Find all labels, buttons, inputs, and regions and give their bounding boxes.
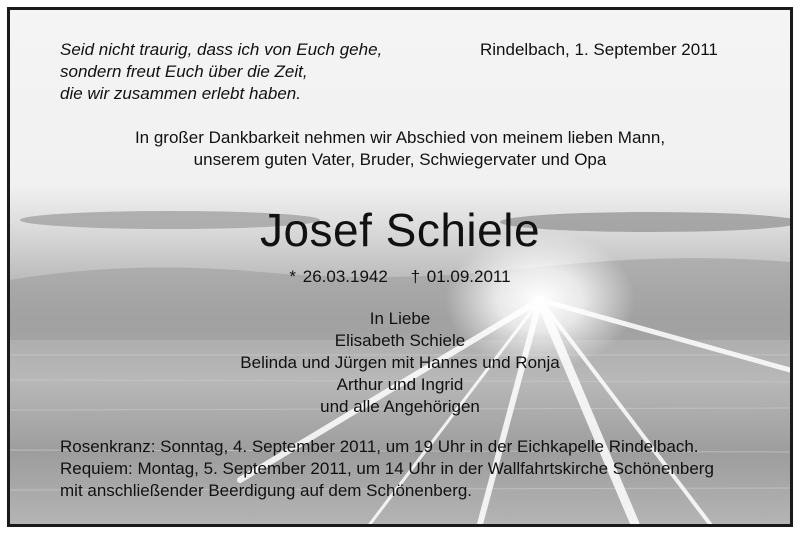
service-line: Rosenkranz: Sonntag, 4. September 2011, um 19 Uhr in der Eichkapelle Rindelbach. <box>60 437 699 456</box>
survivors-line: Arthur und Ingrid <box>336 375 464 394</box>
place-date: Rindelbach, 1. September 2011 <box>480 40 718 59</box>
intro-text <box>10 127 790 171</box>
service-line: mit anschließender Beerdigung auf dem Schönenberg. <box>60 481 473 500</box>
service-line: Requiem: Montag, 5. September 2011, um 14 Uhr in der Wallfahrtskirche Schönenberg <box>60 459 714 478</box>
survivors-line: In Liebe <box>369 309 431 328</box>
service-details <box>60 436 714 502</box>
survivors-line: Elisabeth Schiele <box>334 331 466 350</box>
obituary-notice <box>7 7 793 527</box>
survivors-line: und alle Angehörigen <box>320 397 480 416</box>
intro-line: In großer Dankbarkeit nehmen wir Abschied von meinem lieben Mann, <box>134 128 666 147</box>
poem <box>60 39 382 105</box>
birth-date: * 26.03.1942 <box>289 267 388 286</box>
death-date: † 01.09.2011 <box>410 267 511 286</box>
poem-line: Seid nicht traurig, dass ich von Euch gehe, <box>60 40 383 59</box>
poem-line: die wir zusammen erlebt haben. <box>60 84 301 103</box>
poem-line: sondern freut Euch über die Zeit, <box>60 62 308 81</box>
deceased-name: Josef Schiele <box>259 204 541 256</box>
intro-line: unserem guten Vater, Bruder, Schwiegervater und Opa <box>193 150 607 169</box>
life-dates <box>10 266 790 288</box>
survivors <box>10 308 790 418</box>
survivors-line: Belinda und Jürgen mit Hannes und Ronja <box>240 353 560 372</box>
